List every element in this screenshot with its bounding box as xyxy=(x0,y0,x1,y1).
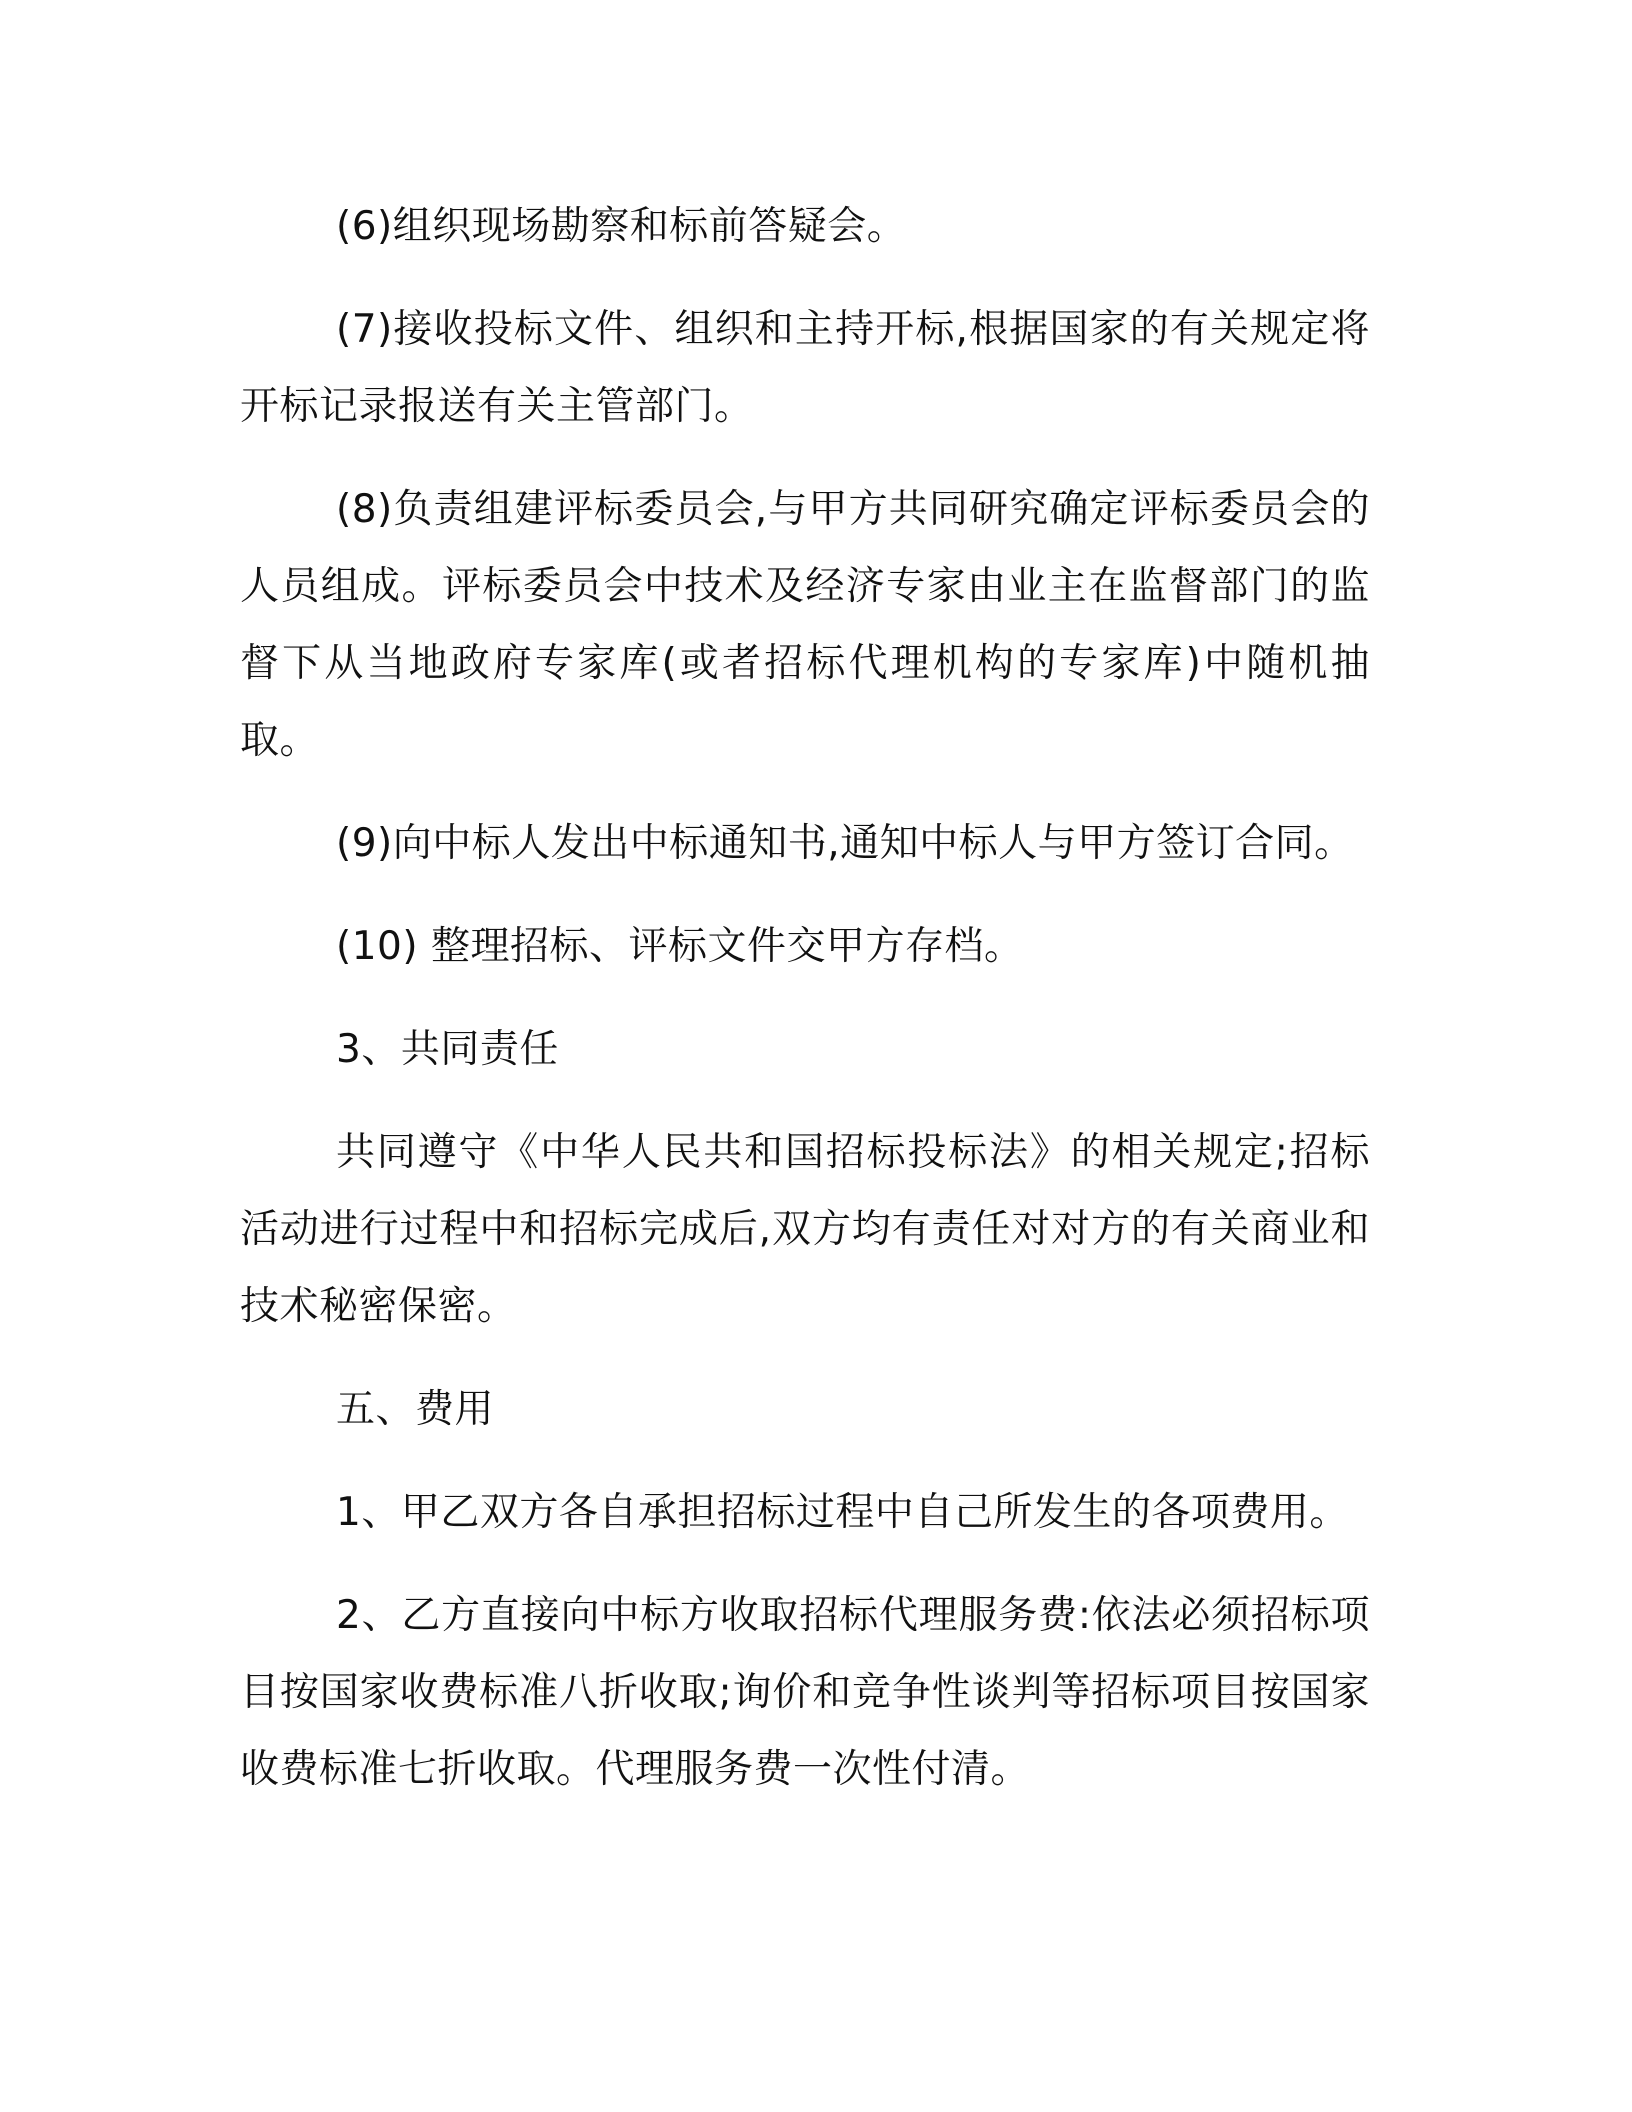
paragraph-item-10: (10) 整理招标、评标文件交甲方存档。 xyxy=(336,924,1024,969)
paragraph-item-7: (7)接收投标文件、组织和主持开标,根据国家的有关规定将开标记录报送有关主管部门。 xyxy=(240,307,1370,429)
document-body xyxy=(240,188,1370,1808)
paragraph-item-9: (9)向中标人发出中标通知书,通知中标人与甲方签订合同。 xyxy=(336,821,1354,866)
paragraph-item-8: (8)负责组建评标委员会,与甲方共同研究确定评标委员会的人员组成。评标委员会中技术及经济专家由业主在监督部门的监督下从当地政府专家库(或者招标代理机构的专家库)中随机抽取。 xyxy=(240,487,1370,763)
section-heading-joint-responsibility: 3、共同责任 xyxy=(336,1027,559,1072)
paragraph-joint-responsibility: 共同遵守《中华人民共和国招标投标法》的相关规定;招标活动进行过程中和招标完成后,双方均有责任对对方的有关商业和技术秘密保密。 xyxy=(240,1130,1370,1329)
section-heading-fees: 五、费用 xyxy=(336,1387,495,1432)
paragraph-fees-1: 1、甲乙双方各自承担招标过程中自己所发生的各项费用。 xyxy=(336,1490,1349,1535)
paragraph-item-6: (6)组织现场勘察和标前答疑会。 xyxy=(336,204,907,249)
paragraph-fees-2: 2、乙方直接向中标方收取招标代理服务费:依法必须招标项目按国家收费标准八折收取;询价和竞争性谈判等招标项目按国家收费标准七折收取。代理服务费一次性付清。 xyxy=(240,1593,1370,1792)
